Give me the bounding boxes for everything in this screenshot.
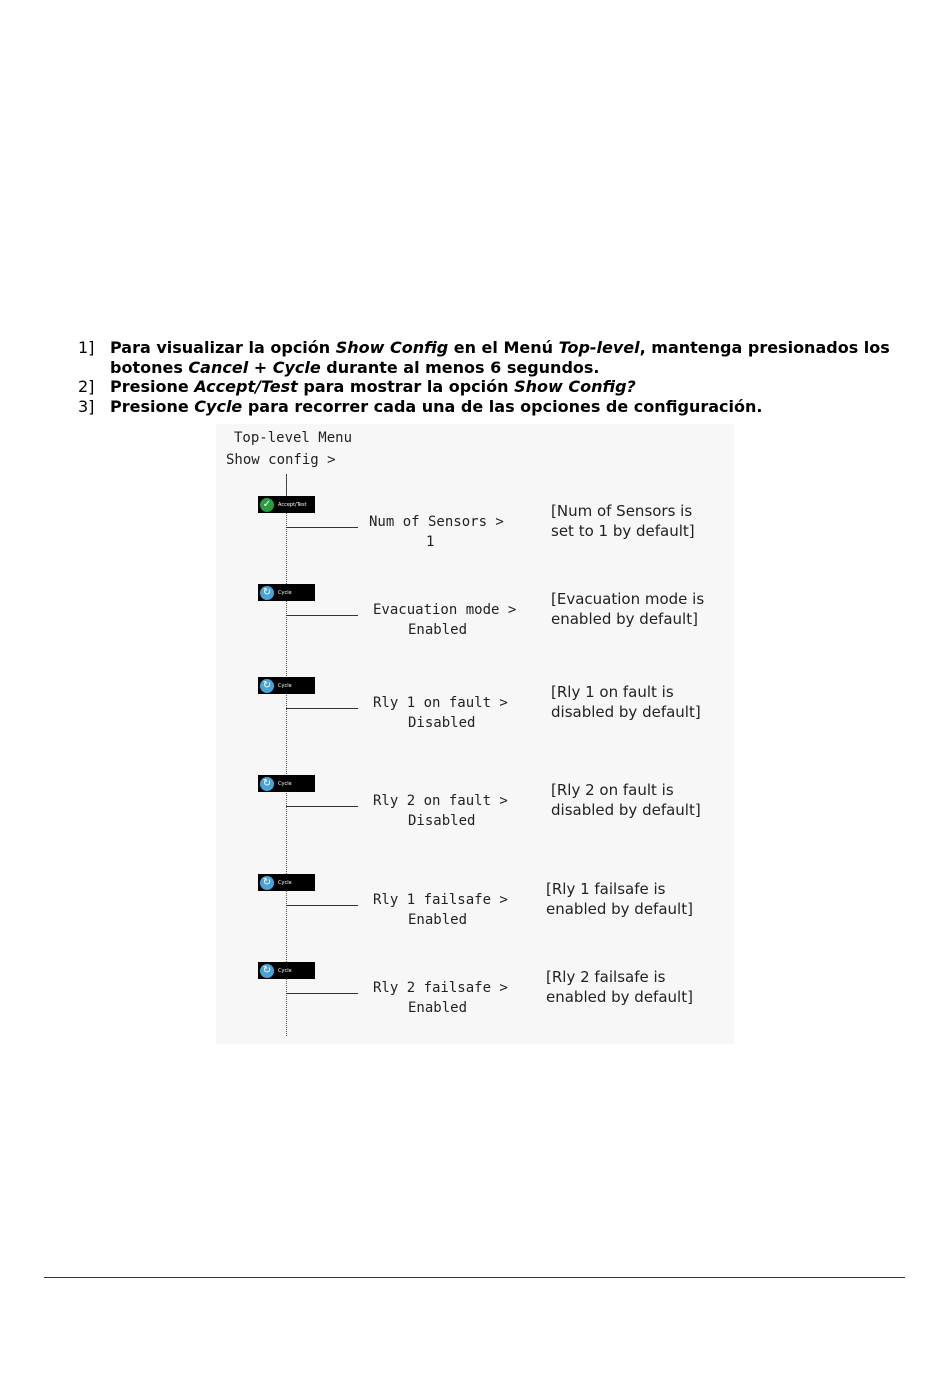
branch-line	[286, 806, 358, 807]
option-value: Enabled	[408, 1000, 468, 1016]
branch-line	[286, 615, 358, 616]
step-number: 3]	[78, 396, 95, 416]
button-label: Cycle	[278, 682, 292, 689]
button-label: Accept/Test	[278, 501, 307, 508]
option-value: Enabled	[408, 912, 468, 928]
option-label: Rly 1 on fault >	[373, 695, 508, 711]
menu-flow-diagram	[216, 424, 734, 1044]
default-note: [Rly 2 failsafe is enabled by default]	[546, 968, 693, 1006]
step-item	[78, 377, 908, 397]
cycle-icon: ↻	[260, 964, 274, 978]
step-text: Presione Accept/Test para mostrar la opción Show Config?	[110, 377, 636, 396]
default-note: [Num of Sensors is set to 1 by default]	[551, 502, 695, 540]
step-item	[78, 338, 908, 377]
cycle-icon: ↻	[260, 679, 274, 693]
step-text: Para visualizar la opción Show Config en el Menú Top-level, mantenga presionados los botones Cancel + Cycle durante al menos 6 segundos.	[110, 338, 890, 377]
footer-divider	[44, 1277, 905, 1278]
button-label: Cycle	[278, 589, 292, 596]
step-text: Presione Cycle para recorrer cada una de las opciones de configuración.	[110, 396, 763, 416]
option-label: Num of Sensors >	[369, 514, 504, 530]
default-note: [Evacuation mode is enabled by default]	[551, 590, 705, 628]
step-number: 1]	[78, 338, 95, 357]
option-label: Rly 2 failsafe >	[373, 980, 508, 996]
cycle-icon: ↻	[260, 586, 274, 600]
cycle-button	[258, 962, 315, 979]
step-number: 2]	[78, 377, 95, 396]
cycle-icon: ↻	[260, 876, 274, 890]
option-value: Disabled	[408, 813, 476, 829]
branch-line	[286, 993, 358, 994]
default-note: [Rly 1 failsafe is enabled by default]	[546, 880, 693, 918]
button-label: Cycle	[278, 879, 292, 886]
option-label: Evacuation mode >	[373, 602, 517, 618]
cycle-button	[258, 677, 315, 694]
flow-line	[286, 476, 287, 1036]
menu-title: Top-level Menu	[234, 430, 353, 446]
cycle-button	[258, 584, 315, 601]
option-value: Disabled	[408, 715, 476, 731]
default-note: [Rly 1 on fault is disabled by default]	[551, 683, 701, 721]
option-value: 1	[426, 534, 435, 550]
cycle-icon: ↻	[260, 777, 274, 791]
branch-line	[286, 708, 358, 709]
branch-line	[286, 905, 358, 906]
option-label: Rly 1 failsafe >	[373, 892, 508, 908]
instruction-steps	[78, 338, 908, 416]
step-item	[78, 397, 908, 417]
button-label: Cycle	[278, 967, 292, 974]
cycle-button	[258, 775, 315, 792]
option-label: Rly 2 on fault >	[373, 793, 508, 809]
menu-item-show-config: Show config >	[226, 452, 336, 468]
option-value: Enabled	[408, 622, 468, 638]
branch-line	[286, 527, 358, 528]
check-icon: ✓	[260, 498, 274, 512]
cycle-button	[258, 874, 315, 891]
button-label: Cycle	[278, 780, 292, 787]
default-note: [Rly 2 on fault is disabled by default]	[551, 781, 701, 819]
accept-test-button	[258, 496, 315, 513]
